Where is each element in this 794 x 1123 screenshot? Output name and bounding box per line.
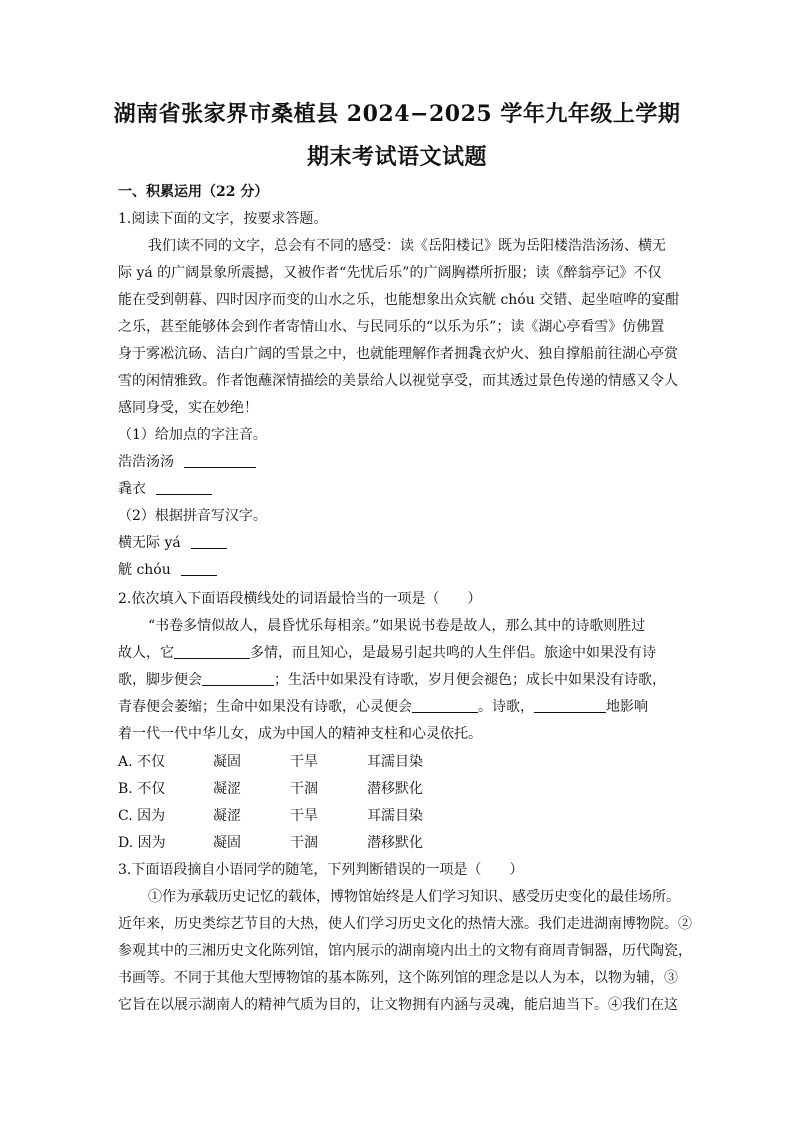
option-label: C. 因为 xyxy=(118,808,166,824)
q2-text: 歌，脚步便会 xyxy=(118,672,202,688)
q1-item-2-label: 毳衣 xyxy=(118,481,146,497)
option-word: 干涸 xyxy=(290,835,318,851)
q2-passage-line xyxy=(118,669,666,689)
q1-item-1-label: 浩浩汤汤 xyxy=(118,454,174,470)
option-word: 凝涩 xyxy=(213,781,241,797)
answer-blank[interactable] xyxy=(191,534,227,549)
option-word: 干旱 xyxy=(290,808,318,824)
answer-blank[interactable] xyxy=(181,561,217,576)
question-3-stem: 3.下面语段摘自小语同学的随笔，下列判断错误的一项是（ ） xyxy=(118,862,524,878)
q1-subquestion-2: （2）根据拼音写汉字。 xyxy=(118,508,267,524)
q3-passage-line: 书画等。不同于其他大型博物馆的基本陈列，这个陈列馆的理念是以人为本，以物为辅，③ xyxy=(118,970,678,986)
q1-passage-line: 感同身受，实在妙绝！ xyxy=(118,400,258,416)
q3-passage-line: 近年来，历史类综艺节目的大热，使人们学习历史文化的热情大涨。我们走进湖南博物院。② xyxy=(118,916,692,932)
answer-blank[interactable] xyxy=(184,453,256,468)
fill-blank[interactable] xyxy=(174,644,250,659)
option-word: 凝固 xyxy=(213,754,241,770)
option-label: D. 因为 xyxy=(118,835,166,851)
option-label: B. 不仅 xyxy=(118,781,166,797)
q1-passage-line: 身于雾凇沆砀、洁白广阔的雪景之中，也就能理解作者拥毳衣炉火、独自撑船前往湖心亭赏 xyxy=(118,346,678,362)
option-word: 干旱 xyxy=(290,754,318,770)
q1-passage-line: 际 yá 的广阔景象所震撼，又被作者“先忧后乐”的广阔胸襟所折服；读《醉翁亭记》不仅 xyxy=(118,265,662,281)
option-word: 干涸 xyxy=(290,781,318,797)
option-word: 耳濡目染 xyxy=(367,808,423,824)
q2-passage-line xyxy=(118,642,656,662)
q2-text: 青春便会萎缩；生命中如果没有诗歌，心灵便会 xyxy=(118,699,412,715)
q2-text: 多情，而且知心，是最易引起共鸣的人生伴侣。旅途中如果没有诗 xyxy=(250,645,656,661)
q2-text: 。诗歌， xyxy=(478,699,534,715)
q1-item-3-label: 横无际 yá xyxy=(118,535,181,551)
q2-text: 故人，它 xyxy=(118,645,174,661)
q1-item-2 xyxy=(118,478,212,498)
section-heading: 一、积累运用（22 分） xyxy=(118,184,269,200)
q1-passage-line: 之乐，甚至能够体会到作者寄情山水、与民同乐的“以乐为乐”；读《湖心亭看雪》仿佛置 xyxy=(118,319,665,335)
q3-passage-line: 它旨在以展示湖南人的精神气质为目的，让文物拥有内涵与灵魂，能启迪当下。④我们在这 xyxy=(118,997,678,1013)
answer-blank[interactable] xyxy=(156,480,212,495)
q3-passage-line: ①作为承载历史记忆的载体，博物馆始终是人们学习知识、感受历史变化的最佳场所。 xyxy=(148,889,680,905)
question-2-stem: 2.依次填入下面语段横线处的词语最恰当的一项是（ ） xyxy=(118,591,482,607)
q1-passage-line: 雪的闲情雅致。作者饱蘸深情描绘的美景给人以视觉享受，而其透过景色传递的情感又令人 xyxy=(118,373,678,389)
q2-passage-line: 着一代一代中华儿女，成为中国人的精神支柱和心灵依托。 xyxy=(118,726,482,742)
option-word: 耳濡目染 xyxy=(367,754,423,770)
fill-blank[interactable] xyxy=(412,698,478,713)
exam-title-line2: 期末考试语文试题 xyxy=(306,144,487,170)
q2-passage-line: “书卷多情似故人，晨昏忧乐每相亲。”如果说书卷是故人，那么其中的诗歌则胜过 xyxy=(148,618,646,634)
fill-blank[interactable] xyxy=(534,698,606,713)
question-1-stem: 1.阅读下面的文字，按要求答题。 xyxy=(118,211,328,227)
q1-item-1 xyxy=(118,451,256,471)
q1-passage-line: 能在受到朝暮、四时因序而变的山水之乐，也能想象出众宾觥 chóu 交错、起坐喧哗的宴酣 xyxy=(118,292,680,308)
q1-item-4 xyxy=(118,559,217,579)
q1-passage-line: 我们读不同的文字，总会有不同的感受：读《岳阳楼记》既为岳阳楼浩浩汤汤、横无 xyxy=(148,238,666,254)
option-label: A. 不仅 xyxy=(118,754,166,770)
option-word: 潜移默化 xyxy=(367,835,423,851)
q1-item-3 xyxy=(118,532,227,552)
q1-subquestion-1: （1）给加点的字注音。 xyxy=(118,427,267,443)
option-word: 凝涩 xyxy=(213,808,241,824)
fill-blank[interactable] xyxy=(202,671,274,686)
exam-title-line1: 湖南省张家界市桑植县 2024−2025 学年九年级上学期 xyxy=(113,101,681,127)
option-word: 潜移默化 xyxy=(367,781,423,797)
q2-text: 地影响 xyxy=(606,699,648,715)
q1-item-4-label: 觥 chóu xyxy=(118,562,171,578)
option-word: 凝固 xyxy=(213,835,241,851)
q3-passage-line: 参观其中的三湘历史文化陈列馆，馆内展示的湖南境内出土的文物有商周青铜器，历代陶瓷， xyxy=(118,943,692,959)
q2-passage-line xyxy=(118,696,648,716)
q2-text: ；生活中如果没有诗歌，岁月便会褪色；成长中如果没有诗歌， xyxy=(274,672,666,688)
